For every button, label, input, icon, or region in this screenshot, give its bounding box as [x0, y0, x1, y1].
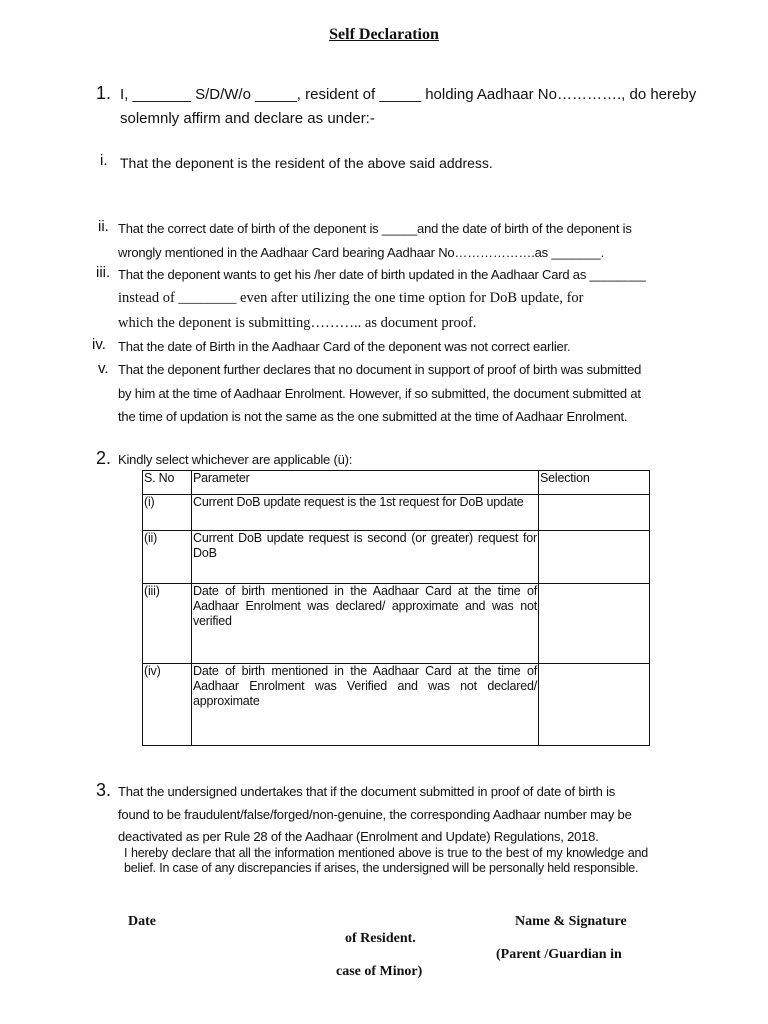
section-3-line-1: That the undersigned undertakes that if the document submitted in proof of date of birth is — [118, 784, 616, 799]
parent-guardian-label: (Parent /Guardian in — [496, 947, 622, 962]
table-row — [143, 584, 650, 664]
item-v-line-1: That the deponent further declares that no document in support of proof of birth was submitted — [118, 362, 642, 377]
item-v-line-2: by him at the time of Aadhaar Enrolment. However, if so submitted, the document submitted at — [118, 386, 641, 401]
item-iii-line-3: which the deponent is submitting……….. as document proof. — [118, 315, 477, 331]
section-1-line-1: I, _______ S/D/W/o _____, resident of _____ holding Aadhaar No…………., do hereby — [120, 86, 697, 103]
item-v-line-3: the time of updation is not the same as the one submitted at the time of Aadhaar Enrolment. — [118, 409, 628, 424]
row-parameter: Date of birth mentioned in the Aadhaar Card at the time of Aadhaar Enrolment was Verified and was not declared/ approximate — [192, 664, 539, 746]
header-parameter: Parameter — [192, 471, 539, 495]
item-iv-numeral: iv. — [92, 336, 106, 353]
item-iii-line-2: instead of ________ even after utilizing the one time option for DoB update, for — [118, 290, 584, 306]
item-iv-text: That the date of Birth in the Aadhaar Card of the deponent was not correct earlier. — [118, 339, 571, 354]
row-selection-cell[interactable] — [539, 495, 650, 531]
header-sno: S. No — [143, 471, 192, 495]
table-header-row — [143, 471, 650, 495]
row-selection-cell[interactable] — [539, 584, 650, 664]
name-signature-label: Name & Signature — [515, 914, 627, 929]
row-selection-cell[interactable] — [539, 664, 650, 746]
date-label: Date — [128, 914, 156, 929]
item-v-numeral: v. — [98, 360, 109, 377]
section-2-intro: Kindly select whichever are applicable (ü): — [118, 452, 353, 467]
row-sno: (iii) — [143, 584, 192, 664]
row-parameter: Current DoB update request is the 1st request for DoB update — [192, 495, 539, 531]
applicability-table — [142, 470, 650, 746]
table-row — [143, 495, 650, 531]
of-resident-label: of Resident. — [345, 931, 416, 946]
table-row — [143, 531, 650, 584]
case-of-minor-label: case of Minor) — [336, 964, 423, 979]
item-ii-numeral: ii. — [98, 218, 109, 235]
item-ii-line-2: wrongly mentioned in the Aadhaar Card bearing Aadhaar No……………….as _______. — [118, 245, 604, 260]
row-parameter: Current DoB update request is second (or greater) request for DoB — [192, 531, 539, 584]
section-1-line-2: solemnly affirm and declare as under:- — [120, 110, 375, 127]
row-sno: (ii) — [143, 531, 192, 584]
item-ii-line-1: That the correct date of birth of the deponent is _____and the date of birth of the deponent is — [118, 221, 632, 236]
table-row — [143, 664, 650, 746]
document-title: Self Declaration — [329, 26, 439, 43]
row-sno: (iv) — [143, 664, 192, 746]
declaration-paragraph: I hereby declare that all the information mentioned above is true to the best of my knowledge and belief. In case of any discrepancies if arises, the undersigned will be personally held responsible. — [124, 846, 648, 875]
section-3-line-2: found to be fraudulent/false/forged/non-genuine, the corresponding Aadhaar number may be — [118, 807, 632, 822]
section-3-number: 3. — [96, 780, 112, 800]
section-1-number: 1. — [96, 83, 112, 103]
item-iii-numeral: iii. — [96, 264, 111, 281]
item-i-text: That the deponent is the resident of the above said address. — [120, 155, 493, 171]
header-selection: Selection — [539, 471, 650, 495]
row-sno: (i) — [143, 495, 192, 531]
item-i-numeral: i. — [100, 152, 108, 169]
section-3-line-3: deactivated as per Rule 28 of the Aadhaar (Enrolment and Update) Regulations, 2018. — [118, 829, 599, 844]
section-2-number: 2. — [96, 448, 112, 468]
row-selection-cell[interactable] — [539, 531, 650, 584]
item-iii-line-1: That the deponent wants to get his /her date of birth updated in the Aadhaar Card as ________ — [118, 267, 646, 282]
row-parameter: Date of birth mentioned in the Aadhaar Card at the time of Aadhaar Enrolment was declared/ approximate and was not verified — [192, 584, 539, 664]
